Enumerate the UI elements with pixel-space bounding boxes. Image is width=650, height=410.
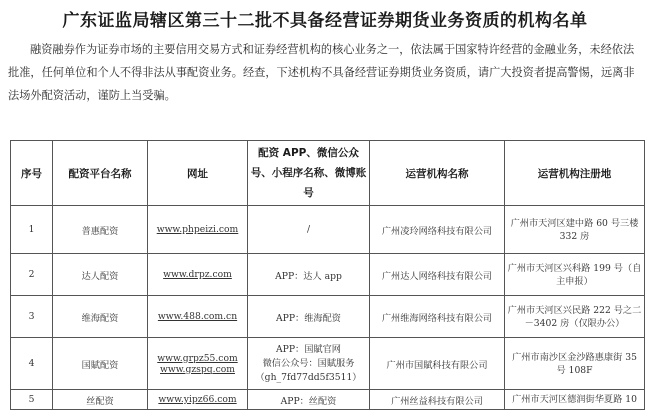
row-url[interactable]: [148, 206, 248, 254]
intro-paragraph: [8, 38, 642, 107]
row-url[interactable]: [148, 296, 248, 338]
table-row: [11, 206, 645, 254]
row-address: 广州市天河区兴科路 199 号（自主申报）: [505, 254, 645, 296]
row-platform: 丝配资: [53, 390, 148, 410]
row-index: 2: [11, 254, 53, 296]
row-org: 广州凌玲网络科技有限公司: [370, 206, 505, 254]
row-app: APP：丝配资: [248, 390, 370, 410]
row-app: [248, 338, 370, 390]
row-index: 3: [11, 296, 53, 338]
row-url[interactable]: [148, 254, 248, 296]
row-url[interactable]: [148, 390, 248, 410]
app-line: APP：国賦官网: [276, 343, 341, 355]
row-index: 4: [11, 338, 53, 390]
row-org: 广州市国賦科技有限公司: [370, 338, 505, 390]
header-app: 配资 APP、微信公众号、小程序名称、微博账号: [248, 141, 370, 206]
app-line: （gh_7fd77dd5f3511）: [255, 371, 362, 383]
row-app: APP：达人 app: [248, 254, 370, 296]
url-link[interactable]: www.grpz55.com: [157, 352, 238, 364]
table-row: [11, 338, 645, 390]
row-org: 广州维海网络科技有限公司: [370, 296, 505, 338]
app-line: 微信公众号：国賦服务: [262, 357, 355, 369]
header-org: 运营机构名称: [370, 141, 505, 206]
row-platform: 达人配资: [53, 254, 148, 296]
page-title: 广东证监局辖区第三十二批不具备经营证券期货业务资质的机构名单: [62, 11, 588, 31]
header-platform: 配资平台名称: [53, 141, 148, 206]
institution-table: [10, 140, 645, 410]
row-app: /: [248, 206, 370, 254]
header-address: 运营机构注册地: [505, 141, 645, 206]
row-app: APP：维海配资: [248, 296, 370, 338]
row-address: 广州市天河区兴民路 222 号之二－3402 房（仅限办公）: [505, 296, 645, 338]
row-address: 广州市天河区德润街华夏路 10: [505, 390, 645, 410]
url-link[interactable]: www.yipz66.com: [158, 394, 237, 405]
row-index: 1: [11, 206, 53, 254]
row-index: 5: [11, 390, 53, 410]
intro-text: 融资融券作为证券市场的主要信用交易方式和证券经营机构的核心业务之一，依法属于国家特许经营的金融业务，未经依法批准，任何单位和个人不得非法从事配资业务。经查，下述机构不具备经营证券期货业务资质，请广大投资者提高警惕，远离非法场外配资活动，谨防上当受骗。: [8, 43, 635, 102]
url-link[interactable]: www.drpz.com: [163, 269, 232, 280]
url-link[interactable]: www.phpeizi.com: [156, 224, 239, 235]
row-platform: 国賦配资: [53, 338, 148, 390]
row-address: 广州市南沙区金沙路惠康街 35 号 108F: [505, 338, 645, 390]
table-row: [11, 390, 645, 410]
url-link[interactable]: www.gzspq.com: [160, 363, 235, 375]
header-url: 网址: [148, 141, 248, 206]
header-index: 序号: [11, 141, 53, 206]
row-org: 广州丝益科技有限公司: [370, 390, 505, 410]
table-header-row: [11, 141, 645, 206]
row-address: 广州市天河区建中路 60 号三楼 332 房: [505, 206, 645, 254]
row-url[interactable]: [148, 338, 248, 390]
url-link[interactable]: www.488.com.cn: [157, 311, 238, 322]
row-platform: 维海配资: [53, 296, 148, 338]
row-platform: 普惠配资: [53, 206, 148, 254]
table-row: [11, 254, 645, 296]
row-org: 广州达人网络科技有限公司: [370, 254, 505, 296]
table-row: [11, 296, 645, 338]
